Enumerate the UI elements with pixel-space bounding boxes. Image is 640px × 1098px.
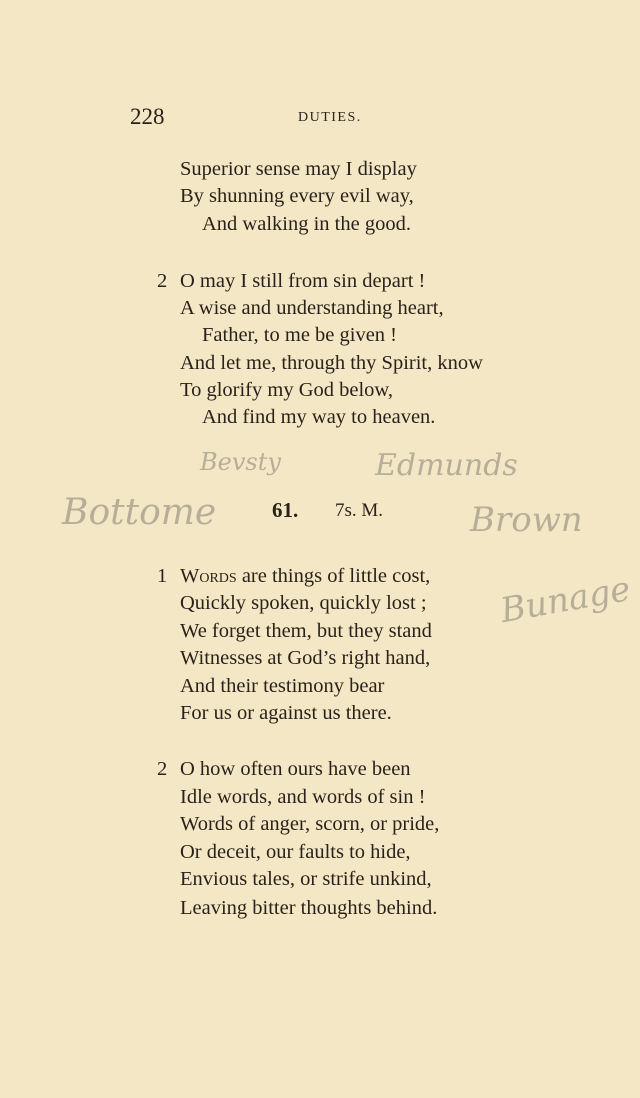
hymn-number: 61. [272,498,299,522]
verse-line: And let me, through thy Spirit, know [180,352,483,374]
verse-line: By shunning every evil way, [180,185,414,207]
verse-line: Leaving bitter thoughts behind. [180,897,438,919]
verse-line: And their testimony bear [180,675,385,697]
verse-line: Words of anger, scorn, or pride, [180,813,440,835]
handwritten-note: Bunage [497,568,634,632]
initial-word: Words [180,565,237,587]
handwritten-note: Edmunds [375,448,518,483]
verse-line: Superior sense may I display [180,158,417,180]
verse-line: A wise and understanding heart, [180,297,444,319]
verse-line: Envious tales, or strife unkind, [180,868,432,890]
verse-line: And walking in the good. [202,213,411,235]
verse-line: Idle words, and words of sin ! [180,786,426,808]
verse-line: Or deceit, our faults to hide, [180,841,411,863]
verse-line: O may I still from sin depart ! [180,270,426,292]
stanza-number: 2 [157,758,168,780]
verse-line: And find my way to heaven. [202,406,436,428]
handwritten-note: Bevsty [200,448,281,476]
running-head: DUTIES. [298,110,362,125]
hymn-meter: 7s. M. [335,500,384,521]
handwritten-note: Brown [470,500,583,540]
handwritten-note: Bottome [62,492,217,533]
verse-line: To glorify my God below, [180,379,394,401]
verse-line: For us or against us there. [180,702,392,724]
verse-line: Witnesses at God’s right hand, [180,647,431,669]
verse-line: Father, to me be given ! [202,324,398,346]
page-number: 228 [130,104,165,129]
verse-line: O how often ours have been [180,758,411,780]
verse-line [180,565,430,588]
verse-text: are things of little cost, [236,565,431,587]
verse-line: Quickly spoken, quickly lost ; [180,592,427,614]
stanza-number: 1 [157,565,168,587]
stanza-number: 2 [157,270,168,292]
verse-line: We forget them, but they stand [180,620,432,642]
